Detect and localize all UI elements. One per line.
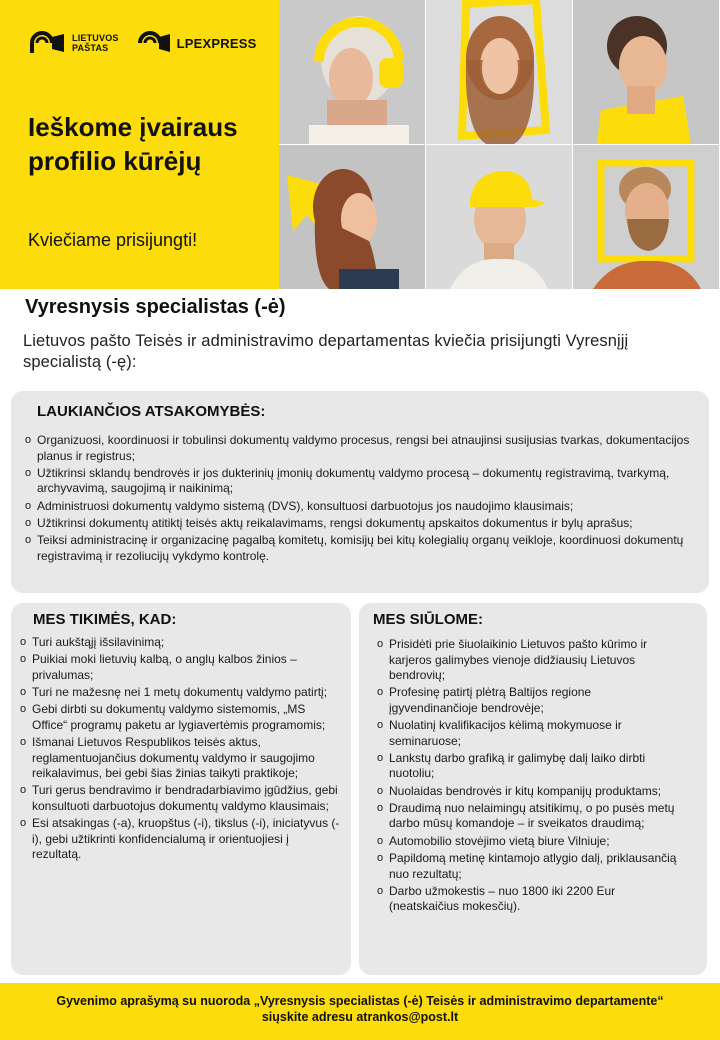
list-item: o Gebi dirbti su dokumentų valdymo sistemomis, „MS Office“ programų paketu ar lygiavertėmis programomis; bbox=[20, 702, 340, 733]
list-item: o Turi gerus bendravimo ir bendradarbiavimo įgūdžius, gebi konsultuoti darbuotojus dokumentų valdymo klausimais; bbox=[20, 783, 340, 814]
list-item: o Turi aukštąjį išsilavinimą; bbox=[20, 635, 340, 651]
portrait-photo bbox=[279, 0, 425, 144]
responsibilities-title: LAUKIANČIOS ATSAKOMYBĖS: bbox=[37, 403, 266, 420]
offers-list bbox=[377, 637, 683, 917]
list-item: o Profesinę patirtį plėtrą Baltijos regione įgyvendinančioje bendrovėje; bbox=[377, 685, 683, 716]
list-item: o Organizuosi, koordinuosi ir tobulinsi dokumentų valdymo procesus, rengsi bei atnaujinsi susijusias tvarkas, dokumentacijos planus ir registrus; bbox=[25, 433, 701, 464]
footer-line-1: Gyvenimo aprašymą su nuoroda „Vyresnysis specialistas (-ė) Teisės ir administravimo departamente“ bbox=[56, 994, 664, 1008]
portrait-photo bbox=[279, 145, 425, 289]
list-item: o Prisidėti prie šiuolaikinio Lietuvos pašto kūrimo ir karjeros galimybes vienoje didžiausių Lietuvos bendrovių; bbox=[377, 637, 683, 684]
list-item: o Automobilio stovėjimo vietą biure Vilniuje; bbox=[377, 834, 683, 850]
responsibilities-list bbox=[25, 433, 701, 566]
brand-logos bbox=[28, 29, 256, 57]
list-item: o Lankstų darbo grafiką ir galimybę dalį laiko dirbti nuotoliu; bbox=[377, 751, 683, 782]
job-title: Vyresnysis specialistas (-ė) bbox=[25, 296, 286, 318]
hero-banner bbox=[0, 0, 720, 289]
posthorn-icon bbox=[28, 29, 66, 57]
expectations-list bbox=[20, 635, 340, 865]
lpexpress-wordmark: LPEXPRESS bbox=[176, 35, 257, 51]
job-intro: Lietuvos pašto Teisės ir administravimo departamentas kviečia prisijungti Vyresnįjį specialistą (-ę): bbox=[23, 332, 629, 371]
logo-line-1: LIETUVOS bbox=[72, 33, 119, 43]
portrait-photo-grid bbox=[279, 0, 720, 289]
list-item: o Puikiai moki lietuvių kalbą, o anglų kalbos žinios – privalumas; bbox=[20, 652, 340, 683]
footer-line-2: siųskite adresu atrankos@post.lt bbox=[261, 1010, 459, 1024]
offers-card bbox=[359, 603, 707, 975]
list-item: o Teiksi administracinę ir organizacinę pagalbą komitetų, komisijų bei kitų kolegialių organų veikloje, koordinuosi dokumentų registravimą ir rezoliucijų vykdymo kontrolę. bbox=[25, 533, 701, 564]
portrait-photo bbox=[573, 145, 719, 289]
logo-line-2: PAŠTAS bbox=[72, 43, 109, 53]
list-item: o Išmanai Lietuvos Respublikos teisės aktus, reglamentuojančius dokumentų valdymo ir saugojimo reikalavimus, bei gebi šias žinias taikyti praktikoje; bbox=[20, 735, 340, 782]
list-item: o Turi ne mažesnę nei 1 metų dokumentų valdymo patirtį; bbox=[20, 685, 340, 701]
list-item: o Užtikrinsi dokumentų atitiktį teisės aktų reikalavimams, rengsi dokumentų apskaitos dokumentus ir bylų aprašus; bbox=[25, 516, 701, 532]
list-item: o Administruosi dokumentų valdymo sistemą (DVS), konsultuosi darbuotojus jos naudojimo klausimais; bbox=[25, 499, 701, 515]
expectations-title: MES TIKIMĖS, KAD: bbox=[33, 611, 177, 628]
hero-invite-text: Kviečiame prisijungti! bbox=[28, 230, 198, 250]
responsibilities-card bbox=[11, 391, 709, 593]
portrait-photo bbox=[426, 0, 572, 144]
hero-headline: Ieškome įvairaus profilio kūrėjų bbox=[28, 112, 238, 176]
list-item: o Esi atsakingas (-a), kruopštus (-i), tikslus (-i), iniciatyvus (-i), gebi užtikrinti konfidencialumą ir orientuojiesi į rezultatą. bbox=[20, 816, 340, 863]
list-item: o Nuolaidas bendrovės ir kitų kompanijų produktams; bbox=[377, 784, 683, 800]
lpexpress-logo bbox=[137, 29, 257, 57]
portrait-photo bbox=[426, 145, 572, 289]
portrait-photo bbox=[573, 0, 719, 144]
footer-banner bbox=[0, 983, 720, 1040]
hero-yellow-panel bbox=[0, 0, 279, 289]
list-item: o Užtikrinsi sklandų bendrovės ir jos dukterinių įmonių dokumentų valdymo procesą – dokumentų registravimą, tvarkymą, archyvavimą, saugojimą ir naikinimą; bbox=[25, 466, 701, 497]
lietuvos-pastas-logo bbox=[28, 29, 119, 57]
list-item: o Draudimą nuo nelaimingų atsitikimų, o po pusės metų darbo mūsų komandoje – ir sveikatos draudimą; bbox=[377, 801, 683, 832]
posthorn-icon bbox=[137, 29, 171, 57]
list-item: o Darbo užmokestis – nuo 1800 iki 2200 Eur (neatskaičius mokesčių). bbox=[377, 884, 683, 915]
list-item: o Papildomą metinę kintamojo atlygio dalį, priklausančią nuo rezultatų; bbox=[377, 851, 683, 882]
offers-title: MES SIŪLOME: bbox=[373, 611, 484, 628]
expectations-card bbox=[11, 603, 351, 975]
list-item: o Nuolatinį kvalifikacijos kėlimą mokymuose ir seminaruose; bbox=[377, 718, 683, 749]
